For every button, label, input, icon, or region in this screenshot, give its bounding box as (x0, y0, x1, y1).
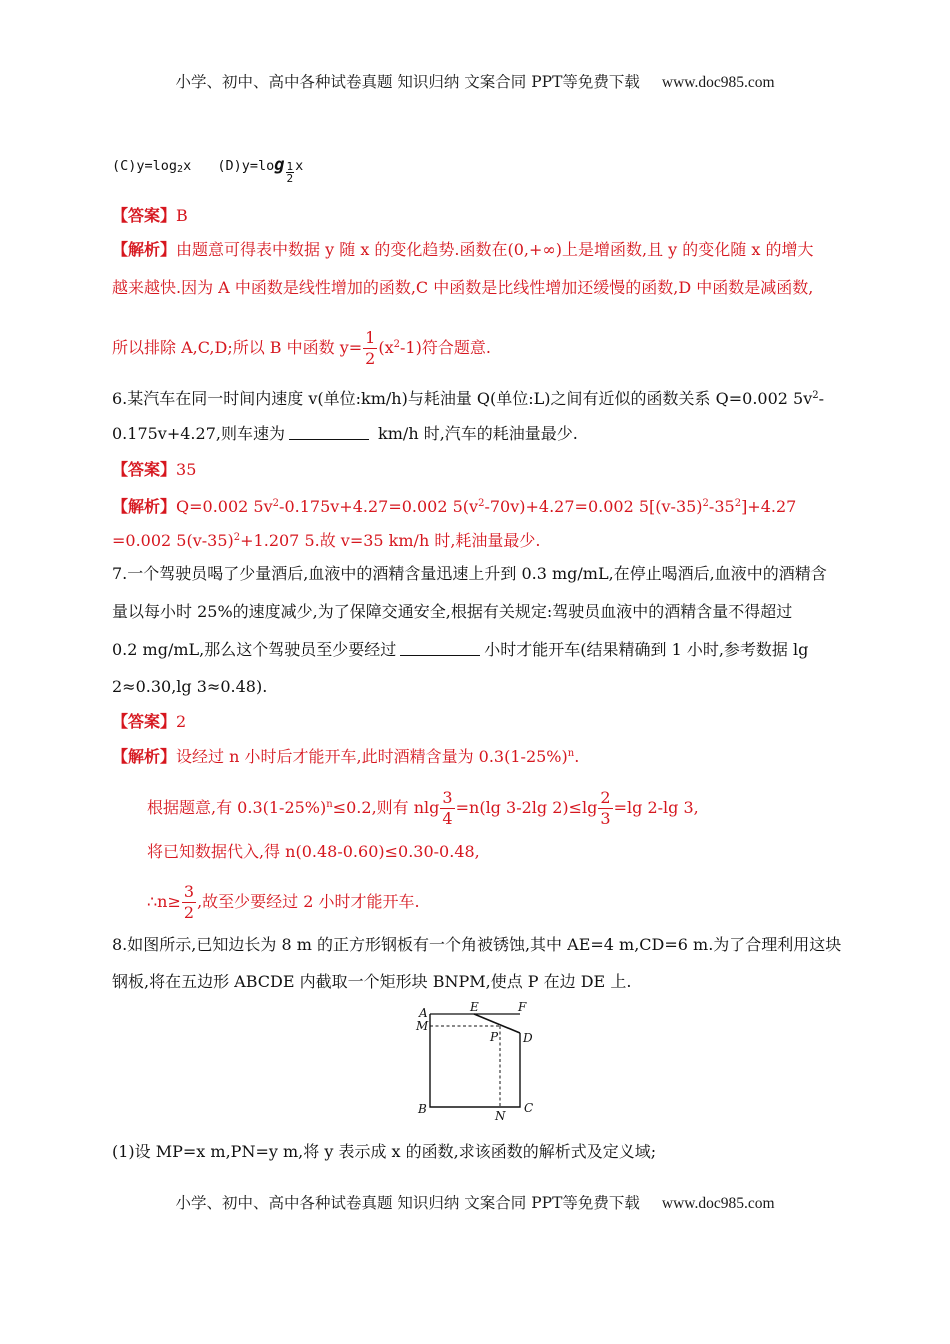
q7-line2: 量以每小时 25%的速度减少,为了保障交通安全,根据有关规定:驾驶员血液中的酒精含量不得超过 (112, 602, 793, 621)
header-title: 小学、初中、高中各种试卷真题 知识归纳 文案合同 PPT等免费下载 (175, 73, 640, 91)
q5-explanation-line1: 【解析】由题意可得表中数据 y 随 x 的变化趋势.函数在(0,+∞)上是增函数,且 y 的变化随 x 的增大 (112, 240, 814, 259)
answer-blank (400, 641, 480, 656)
q7-explanation-line4: ∴n≥ $\frac{3}{2}$ ,故至少要经过 2 小时才能开车. (147, 882, 420, 922)
label-C: C (524, 1101, 534, 1115)
q6-explanation-line1: 【解析】Q=0.002 $5v^2-0.175v+4.27=0.002$ $5(v^2-70v)+4.27=0.002$ $5[(v-35)^2-35^2]+4.27$ (112, 497, 797, 516)
q5-explanation-line2: 越来越快.因为 A 中函数是线性增加的函数,C 中函数是比线性增加还缓慢的函数,D 中函数是减函数, (112, 278, 814, 297)
option-c: $(C)y=\log_2x$ (112, 158, 192, 175)
q7-line1: 7.一个驾驶员喝了少量酒后,血液中的酒精含量迅速上升到 0.3 mg/mL,在停止喝酒后,血液中的酒精含 (112, 564, 827, 583)
q6-answer: 【答案】35 (112, 460, 197, 479)
label-F: F (518, 1000, 527, 1014)
q5-answer: 【答案】B (112, 206, 188, 225)
label-N: N (495, 1109, 506, 1123)
q7-explanation-line1: 【解析】设经过 n 小时后才能开车,此时酒精含量为 $0.3(1-25\%)^n$. (112, 747, 580, 766)
q8-line2: 钢板,将在五边形 ABCDE 内截取一个矩形块 BNPM,使点 P 在边 DE 上. (112, 972, 632, 991)
answer-blank (289, 425, 369, 440)
label-D: D (523, 1031, 533, 1045)
q7-line4: 2≈0.30,lg 3≈0.48). (112, 677, 268, 696)
page-footer (0, 1191, 950, 1213)
page-header (0, 70, 950, 92)
q7-explanation-line2: 根据题意,有 $0.3(1-25\%)^n\le 0.2$,则有 nlg $\frac{3}{4}$ =n(lg 3-2lg 2)≤lg $\frac{2}{3}$ =lg 2-lg 3, (147, 788, 699, 828)
q7-line3: 0.2 mg/mL,那么这个驾驶员至少要经过 小时才能开车(结果精确到 1 小时,参考数据 lg (112, 640, 809, 659)
label-B: B (418, 1102, 427, 1116)
header-site[interactable]: www.doc985.com (661, 74, 775, 91)
footer-site[interactable]: www.doc985.com (661, 1195, 775, 1212)
q8-line1: 8.如图所示,已知边长为 8 m 的正方形钢板有一个角被锈蚀,其中 AE=4 m,CD=6 m.为了合理利用这块 (112, 935, 842, 954)
q7-answer: 【答案】2 (112, 712, 187, 731)
q6-line2: 0.175v+4.27,则车速为 km/h 时,汽车的耗油量最少. (112, 424, 578, 443)
q5-options (112, 155, 303, 184)
q6-explanation-line2: =0.002 $5(v-35)^2+1.207$ 5.故 v=35 km/h 时,耗油量最少. (112, 531, 541, 550)
q8-part1: (1)设 MP=x m,PN=y m,将 y 表示成 x 的函数,求该函数的解析式及定义域; (112, 1142, 657, 1161)
footer-title: 小学、初中、高中各种试卷真题 知识归纳 文案合同 PPT等免费下载 (175, 1194, 640, 1212)
q5-explanation-line3: 所以排除 A,C,D;所以 B 中函数 y= $\frac{1}{2}$ $(x^2-1)$符合题意. (112, 328, 491, 368)
q6-line1: 6.某汽车在同一时间内速度 v(单位:km/h)与耗油量 Q(单位:L)之间有近似的函数关系 Q=0.002 $5v^2-$ (112, 389, 825, 408)
label-A: A (419, 1006, 428, 1020)
label-P: P (490, 1030, 499, 1044)
option-d: (D)y=log $\frac{1}{2}$ x (217, 155, 304, 185)
square-figure (410, 1000, 545, 1125)
label-M: M (416, 1019, 429, 1033)
label-E: E (470, 1000, 479, 1014)
q7-explanation-line3: 将已知数据代入,得 n(0.48-0.60)≤0.30-0.48, (147, 842, 480, 861)
